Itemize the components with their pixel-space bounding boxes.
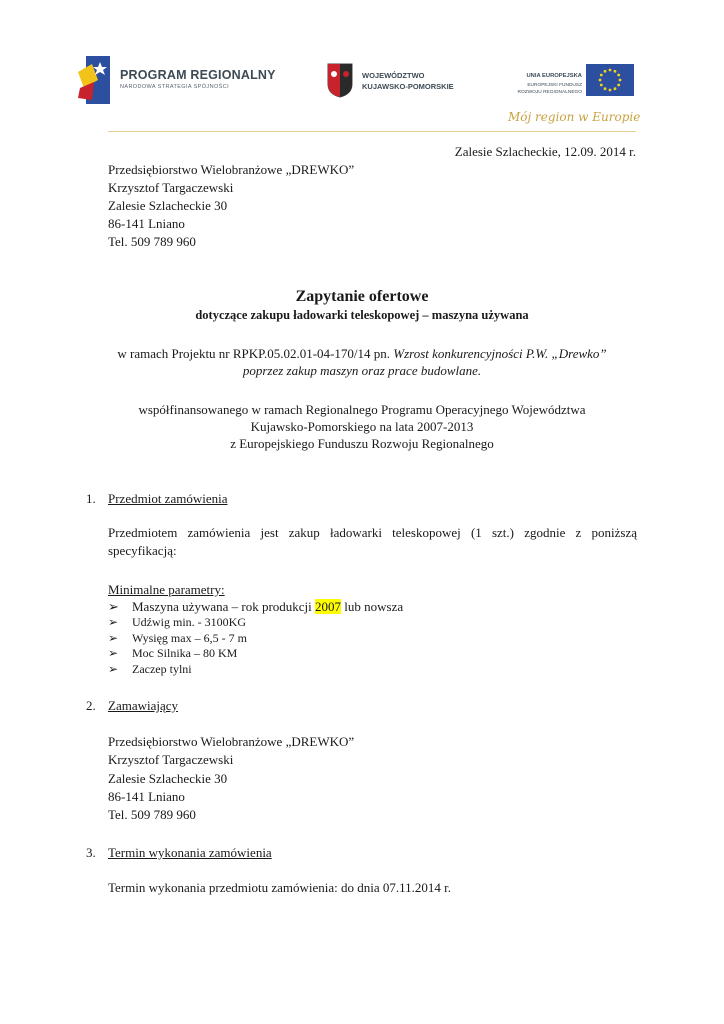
buyer-street: Zalesie Szlacheckie 30 xyxy=(108,771,228,786)
param-bullet xyxy=(108,615,246,630)
param-bullet xyxy=(108,631,247,646)
param-bullet xyxy=(108,646,237,661)
document-title: Zapytanie ofertowe xyxy=(295,288,429,305)
param-text: Moc Silnika – 80 KM xyxy=(132,646,238,660)
param-year-pre: Maszyna używana – rok produkcji xyxy=(132,599,316,614)
param-text: Zaczep tylni xyxy=(132,662,192,676)
param-bullet xyxy=(108,662,192,677)
region-line-1: WOJEWÓDZTWO xyxy=(362,71,425,80)
program-regionalny-emblem-icon xyxy=(76,54,110,106)
buyer-city: 86-141 Lniano xyxy=(108,789,185,804)
cofinancing-line-3: z Europejskiego Funduszu Rozwoju Regionalnego xyxy=(230,436,494,451)
param-text: Udźwig min. - 3100KG xyxy=(132,615,246,629)
arrow-bullet-icon: ➢ xyxy=(108,631,119,645)
buyer-phone: Tel. 509 789 960 xyxy=(108,807,196,822)
slogan: Mój region w Europie xyxy=(508,110,641,124)
eu-line-1: UNIA EUROPEJSKA xyxy=(526,73,582,79)
param-bullet-year xyxy=(108,599,403,614)
buyer-name: Przedsiębiorstwo Wielobranżowe „DREWKO” xyxy=(108,734,355,749)
region-line-2: KUJAWSKO-POMORSKIE xyxy=(362,82,454,91)
param-year-post: lub nowsza xyxy=(341,599,404,614)
sender-phone: Tel. 509 789 960 xyxy=(108,234,196,249)
project-name-part1: Wzrost konkurencyjności P.W. „Drewko” xyxy=(393,346,607,361)
cofinancing-line-1: współfinansowanego w ramach Regionalnego Programu Operacyjnego Województwa xyxy=(138,402,586,417)
project-name-part2: poprzez zakup maszyn oraz prace budowlane. xyxy=(242,363,482,378)
section-2-number: 2. xyxy=(86,698,96,713)
section-3-heading: Termin wykonania zamówienia xyxy=(108,845,272,860)
eu-line-3: ROZWOJU REGIONALNEGO xyxy=(517,90,582,95)
eu-flag-icon xyxy=(586,64,634,96)
params-heading: Minimalne parametry: xyxy=(108,582,225,597)
header-divider xyxy=(108,131,636,132)
program-regionalny-logo xyxy=(76,54,276,106)
section-2-heading: Zamawiający xyxy=(108,698,179,713)
project-prefix: w ramach Projektu nr RPKP.05.02.01-04-170/14 pn. xyxy=(117,346,390,361)
project-line-1 xyxy=(80,345,644,362)
arrow-bullet-icon: ➢ xyxy=(108,615,119,629)
kujawsko-pomorskie-logo xyxy=(326,62,466,100)
arrow-bullet-icon: ➢ xyxy=(108,646,119,660)
region-crest-icon xyxy=(326,62,354,98)
param-year-value: 2007 xyxy=(315,599,342,614)
param-text: Wysięg max – 6,5 - 7 m xyxy=(132,631,247,645)
buyer-person: Krzysztof Targaczewski xyxy=(108,752,234,767)
logo-bar xyxy=(0,0,724,140)
sender-street: Zalesie Szlacheckie 30 xyxy=(108,198,228,213)
eu-fund-logo xyxy=(506,64,636,98)
place-date: Zalesie Szlacheckie, 12.09. 2014 r. xyxy=(454,144,636,159)
sender-person: Krzysztof Targaczewski xyxy=(108,180,234,195)
section-1-number: 1. xyxy=(86,491,96,506)
sender-city: 86-141 Lniano xyxy=(108,216,185,231)
section-3-text: Termin wykonania przedmiotu zamówienia: do dnia 07.11.2014 r. xyxy=(108,880,452,895)
project-line-2 xyxy=(80,362,644,379)
arrow-bullet-icon: ➢ xyxy=(108,662,119,676)
section-3-number: 3. xyxy=(86,845,96,860)
section-1-text: Przedmiotem zamówienia jest zakup ładowarki teleskopowej (1 szt.) zgodnie z poniższą specyfikacją: xyxy=(108,525,637,558)
program-title: PROGRAM REGIONALNY xyxy=(120,68,276,82)
section-1-heading: Przedmiot zamówienia xyxy=(108,491,228,506)
document-subtitle: dotyczące zakupu ładowarki teleskopowej – maszyna używana xyxy=(195,308,529,322)
cofinancing-line-2: Kujawsko-Pomorskiego na lata 2007-2013 xyxy=(250,419,474,434)
sender-name: Przedsiębiorstwo Wielobranżowe „DREWKO” xyxy=(108,162,355,177)
arrow-bullet-icon: ➢ xyxy=(108,599,119,614)
eu-line-2: EUROPEJSKI FUNDUSZ xyxy=(527,83,582,88)
program-subtitle: NARODOWA STRATEGIA SPÓJNOŚCI xyxy=(120,84,229,90)
